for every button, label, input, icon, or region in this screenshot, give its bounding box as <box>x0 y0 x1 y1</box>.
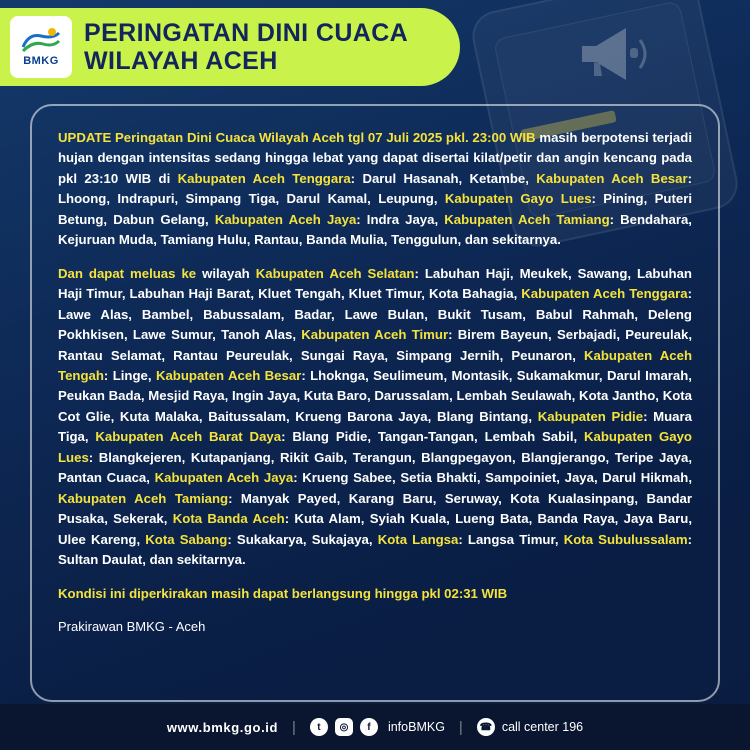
region-name: Kabupaten Aceh Jaya <box>154 470 294 486</box>
phone-icon: ☎ <box>477 718 495 736</box>
call-center-label: call center 196 <box>501 720 584 734</box>
region-name: Kabupaten Aceh Besar <box>155 367 302 383</box>
body-run: : Labuhan Haji, Meukek, Sawang, Labuhan Haji Timur, Labuhan Haji Barat, Kluet Tengah, Kluet Timur, Kota Bahagia, <box>58 265 692 302</box>
region-name: Kabupaten Aceh Tengah <box>58 347 693 383</box>
body-run: : Indra Jaya, <box>356 211 445 227</box>
paragraph-2 <box>58 264 692 571</box>
body-run: : Sukakarya, Sukajaya, <box>227 531 378 547</box>
page-title <box>84 19 408 75</box>
region-name: Kabupaten Aceh Timur <box>301 327 449 343</box>
region-name: Dan dapat meluas ke <box>58 265 197 281</box>
region-name: Kabupaten Aceh Tamiang <box>444 211 610 227</box>
region-name: Kota Banda Aceh <box>172 511 285 527</box>
body-run: : Lawe Alas, Bambel, Babussalam, Badar, Lawe Bulan, Bukit Tusam, Babul Rahmah, Deleng Pokhkisen, Lawe Sumur, Tanoh Alas, <box>58 286 692 343</box>
website-link[interactable]: www.bmkg.go.id <box>166 719 279 735</box>
region-name: Kabupaten Aceh Tamiang <box>58 490 229 506</box>
region-name: Kabupaten Pidie <box>537 408 644 424</box>
twitter-icon[interactable]: t <box>310 718 328 736</box>
paragraph-1 <box>58 128 692 251</box>
region-name: UPDATE Peringatan Dini Cuaca Wilayah Aceh tgl 07 Juli 2025 pkl. 23:00 WIB <box>58 130 536 145</box>
region-name: Kabupaten Aceh Jaya <box>214 211 357 227</box>
page-title-line2: WILAYAH ACEH <box>84 47 278 75</box>
region-name: Kabupaten Aceh Tenggara <box>177 170 351 186</box>
region-name: Kota Langsa <box>377 531 459 547</box>
body-run: : Darul Hasanah, Ketambe, <box>350 170 537 186</box>
footer-bar <box>0 704 750 750</box>
body-run: : Kuta Alam, Syiah Kuala, Lueng Bata, Banda Raya, Jaya Baru, Ulee Kareng, <box>58 511 692 547</box>
body-run: : Pining, Puteri Betung, Dabun Gelang, <box>58 191 693 227</box>
social-handle: infoBMKG <box>387 720 445 734</box>
header-banner <box>0 8 460 86</box>
body-run: : Krueng Sabee, Setia Bhakti, Sampoiniet, Jaya, Darul Hikmah, <box>293 470 692 486</box>
region-name: Kabupaten Gayo Lues <box>58 429 692 465</box>
region-name: Kota Subulussalam <box>563 531 688 547</box>
social-icons <box>310 718 445 736</box>
bmkg-logo-label: BMKG <box>23 55 59 67</box>
region-name: Kabupaten Aceh Selatan <box>255 265 415 281</box>
facebook-icon[interactable]: f <box>360 718 378 736</box>
body-run: : Linge, <box>103 367 156 383</box>
region-name: Kabupaten Aceh Besar <box>536 170 688 186</box>
call-center-group <box>477 718 583 736</box>
body-run: : Blangkejeren, Kutapanjang, Rikit Gaib, Terangun, Blangpegayon, Blangjerango, Teripe Jaya, Pantan Cuaca, <box>58 449 692 486</box>
region-name: Kabupaten Gayo Lues <box>444 191 592 207</box>
instagram-icon[interactable]: ◎ <box>335 718 353 736</box>
body-run: : Birem Bayeun, Serbajadi, Peureulak, Rantau Selamat, Rantau Peureulak, Sungai Raya, Simpang Jernih, Peunaron, <box>58 327 692 363</box>
body-run: : Blang Pidie, Tangan-Tangan, Lembah Sabil, <box>281 429 585 445</box>
duration-note: Kondisi ini diperkirakan masih dapat berlangsung hingga pkl 02:31 WIB <box>58 585 508 601</box>
body-run: : Lhoknga, Seulimeum, Montasik, Sukamakmur, Darul Imarah, Peukan Bada, Mesjid Raya, Ingin Jaya, Kuta Baro, Darussalam, Lembah Seulawah, Kota Jantho, Kota Cot Glie, Kuta Malaka, Baitussalam, Krueng Barona Jaya, Blang Bintang, <box>58 367 692 424</box>
region-name: Kabupaten Aceh Barat Daya <box>95 429 282 445</box>
body-run: wilayah <box>196 265 256 281</box>
body-run: masih berpotensi terjadi hujan dengan intensitas sedang hingga lebat yang dapat disertai kilat/petir dan angin kencang pada pkl 23:10 WIB di <box>58 130 692 186</box>
body-run: : Muara Tiga, <box>58 408 692 445</box>
footer-divider-1: | <box>292 718 296 736</box>
body-run: : Langsa Timur, <box>458 531 564 547</box>
signature: Prakirawan BMKG - Aceh <box>58 618 206 634</box>
bmkg-logo-mark <box>19 27 63 53</box>
warning-card <box>30 104 720 702</box>
megaphone-icon <box>572 18 658 88</box>
region-name: Kota Sabang <box>145 531 228 547</box>
region-name: Kabupaten Aceh Tenggara <box>521 286 688 302</box>
footer-divider-2: | <box>458 718 463 736</box>
body-run: : Lhoong, Indrapuri, Simpang Tiga, Darul Kamal, Leupung, <box>58 170 692 207</box>
body-run: : Bendahara, Kejuruan Muda, Tamiang Hulu, Rantau, Banda Mulia, Tenggulun, dan sekitarnya. <box>58 211 692 248</box>
warning-body <box>58 128 692 637</box>
body-run: : Manyak Payed, Karang Baru, Seruway, Kota Kualasinpang, Bandar Pusaka, Sekerak, <box>58 490 692 527</box>
page-title-line1: PERINGATAN DINI CUACA <box>84 19 409 47</box>
body-run: : Sultan Daulat, dan sekitarnya. <box>58 531 692 568</box>
bmkg-logo <box>10 16 72 78</box>
